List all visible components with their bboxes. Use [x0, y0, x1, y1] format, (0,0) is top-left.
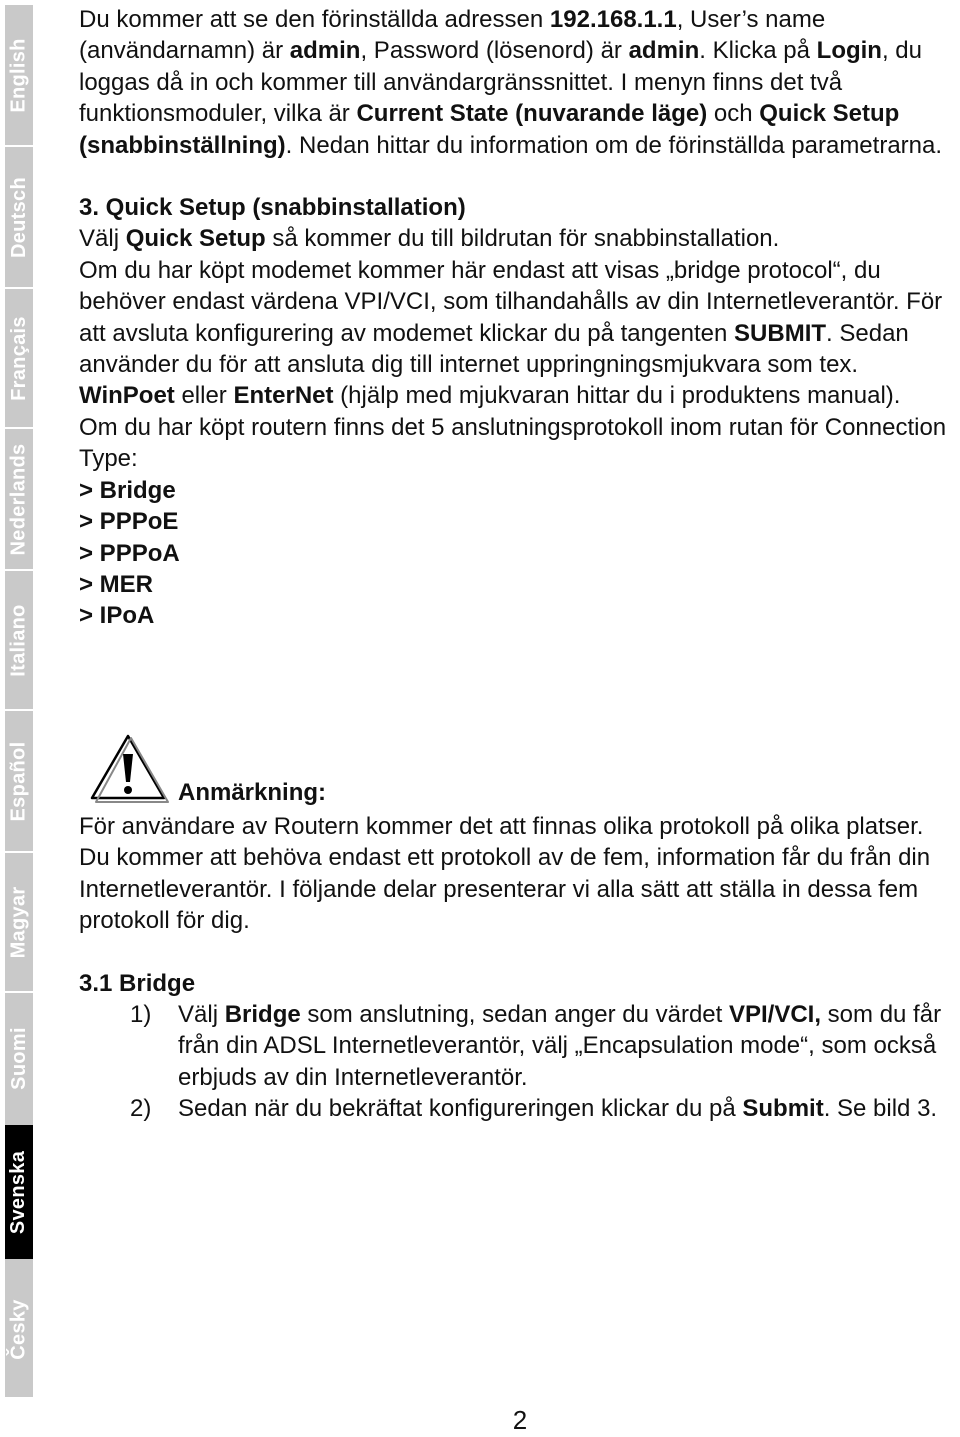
bridge-steps-list [79, 999, 959, 1125]
lang-tab-cesky: Česky [7, 1298, 30, 1360]
lang-tab-italiano: Italiano [7, 603, 30, 677]
protocol-item-mer: > MER [79, 570, 154, 598]
lang-tab-nederlands: Nederlands [7, 443, 30, 555]
lang-tab-deutsch: Deutsch [7, 176, 30, 258]
warning-icon [90, 732, 176, 806]
bridge-step-2: 2) Sedan när du bekräftat konfigureringen klickar du på Submit. Se bild 3. [130, 1095, 938, 1123]
section-3-1-heading: 3.1 Bridge [79, 969, 196, 997]
intro-paragraph: Du kommer att se den förinställda adressen 192.168.1.1, User’s name (användarnamn) är admin, Password (lösenord) är admin. Klicka på Login, du loggas då in och kommer till användargränssnittet. I menyn finns det två funktionsmoduler, vilka är Current State (nuvarande läge) och Quick Setup (snabbinställning). Nedan hittar du information om de förinställda parametrarna. [79, 6, 943, 159]
section-3-router-paragraph: Om du har köpt routern finns det 5 anslutningsprotokoll inom rutan för Connection Type: [79, 413, 947, 473]
lang-tab-magyar: Magyar [7, 886, 30, 958]
protocol-item-pppoe: > PPPoE [79, 508, 179, 536]
protocol-item-bridge: > Bridge [79, 476, 176, 504]
note-title: Anmärkning: [178, 779, 327, 806]
lang-tab-english: English [7, 37, 30, 113]
bridge-step-1: 1) Välj Bridge som anslutning, sedan anger du värdet VPI/VCI, som du får från din ADSL Internetleverantör, välj „Encapsulation mode“, som också erbjuds av din Internetleverantör. [130, 1001, 942, 1091]
lang-tab-francais: Français [7, 315, 30, 401]
language-sidebar [5, 5, 33, 1397]
note-content [79, 811, 959, 1125]
note-text: För användare av Routern kommer det att finnas olika protokoll på olika platser. Du kommer att behöva endast ett protokoll av de fem, information får du från din Internetleverantör. I följande delar presenterar vi alla sätt att ställa in dessa fem protokoll för dig. [79, 813, 931, 935]
protocol-item-pppoa: > PPPoA [79, 539, 180, 567]
lang-tab-svenska-active: Svenska [5, 1125, 33, 1259]
lang-tab-espanol: Español [7, 741, 30, 821]
page-number: 2 [512, 1405, 528, 1435]
section-3-modem-paragraph: Om du har köpt modemet kommer här endast att visas „bridge protocol“, du behöver endast värdena VPI/VCI, som tilhandahålls av din Internetleverantör. För att avsluta konfigurering av modemet klickar du på tangenten SUBMIT. Sedan använder du för att ansluta dig till internet uppringningsmjukvara som tex. WinPoet eller EnterNet (hjälp med mjukvaran hittar du i produktens manual). [79, 256, 943, 410]
lang-tab-suomi: Suomi [7, 1026, 30, 1090]
section-3-line1: Välj Quick Setup så kommer du till bildrutan för snabbinstallation. [79, 225, 780, 253]
section-3-heading: 3. Quick Setup (snabbinstallation) [79, 194, 466, 222]
main-content [79, 4, 959, 632]
protocol-item-ipoa: > IPoA [79, 602, 155, 630]
